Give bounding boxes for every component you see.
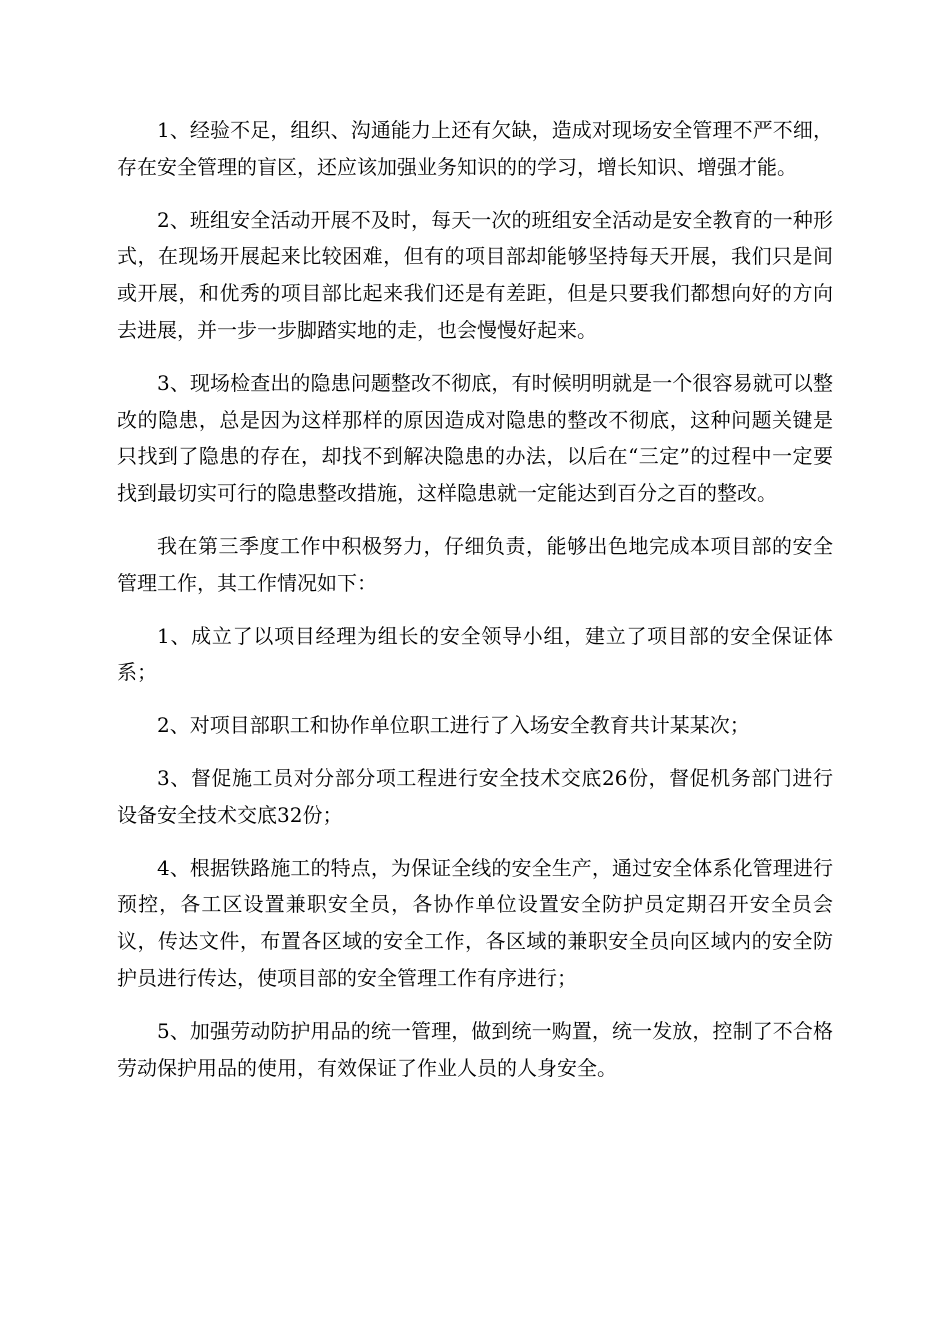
paragraph-work-item-safety-system: 4、根据铁路施工的特点，为保证全线的安全生产，通过安全体系化管理进行预控，各工区设置兼职安全员，各协作单位设置安全防护员定期召开安全员会议，传达文件，布置各区域的安全工作，各区域的兼职安全员向区域内的安全防护员进行传达，使项目部的安全管理工作有序进行； — [117, 855, 833, 990]
paragraph-work-item-safety-group: 1、成立了以项目经理为组长的安全领导小组，建立了项目部的安全保证体系； — [117, 623, 833, 685]
document-page — [117, 112, 833, 1102]
paragraph-q3-summary-intro: 我在第三季度工作中积极努力，仔细负责，能够出色地完成本项目部的安全管理工作，其工作情况如下： — [117, 533, 833, 595]
paragraph-work-item-safety-education: 2、对项目部职工和协作单位职工进行了入场安全教育共计某某次； — [157, 713, 750, 738]
paragraph-shortcoming-team-activity: 2、班组安全活动开展不及时，每天一次的班组安全活动是安全教育的一种形式，在现场开展起来比较困难，但有的项目部却能够坚持每天开展，我们只是间或开展，和优秀的项目部比起来我们还是有差距，但是只要我们都想向好的方向去进展，并一步一步脚踏实地的走，也会慢慢好起来。 — [117, 207, 833, 342]
paragraph-shortcoming-experience: 1、经验不足，组织、沟通能力上还有欠缺，造成对现场安全管理不严不细，存在安全管理的盲区，还应该加强业务知识的的学习，增长知识、增强才能。 — [117, 118, 833, 179]
paragraph-shortcoming-hazard-rectification: 3、现场检查出的隐患问题整改不彻底，有时候明明就是一个很容易就可以整改的隐患，总是因为这样那样的原因造成对隐患的整改不彻底，这种问题关键是只找到了隐患的存在，却找不到解决隐患的办法，以后在“三定”的过程中一定要找到最切实可行的隐患整改措施，这样隐患就一定能达到百分之百的整改。 — [117, 370, 833, 506]
paragraph-work-item-protective-equipment: 5、加强劳动防护用品的统一管理，做到统一购置，统一发放，控制了不合格劳动保护用品的使用，有效保证了作业人员的人身安全。 — [117, 1018, 833, 1080]
paragraph-work-item-technical-briefing: 3、督促施工员对分部分项工程进行安全技术交底26份，督促机务部门进行设备安全技术交底32份； — [117, 765, 833, 827]
